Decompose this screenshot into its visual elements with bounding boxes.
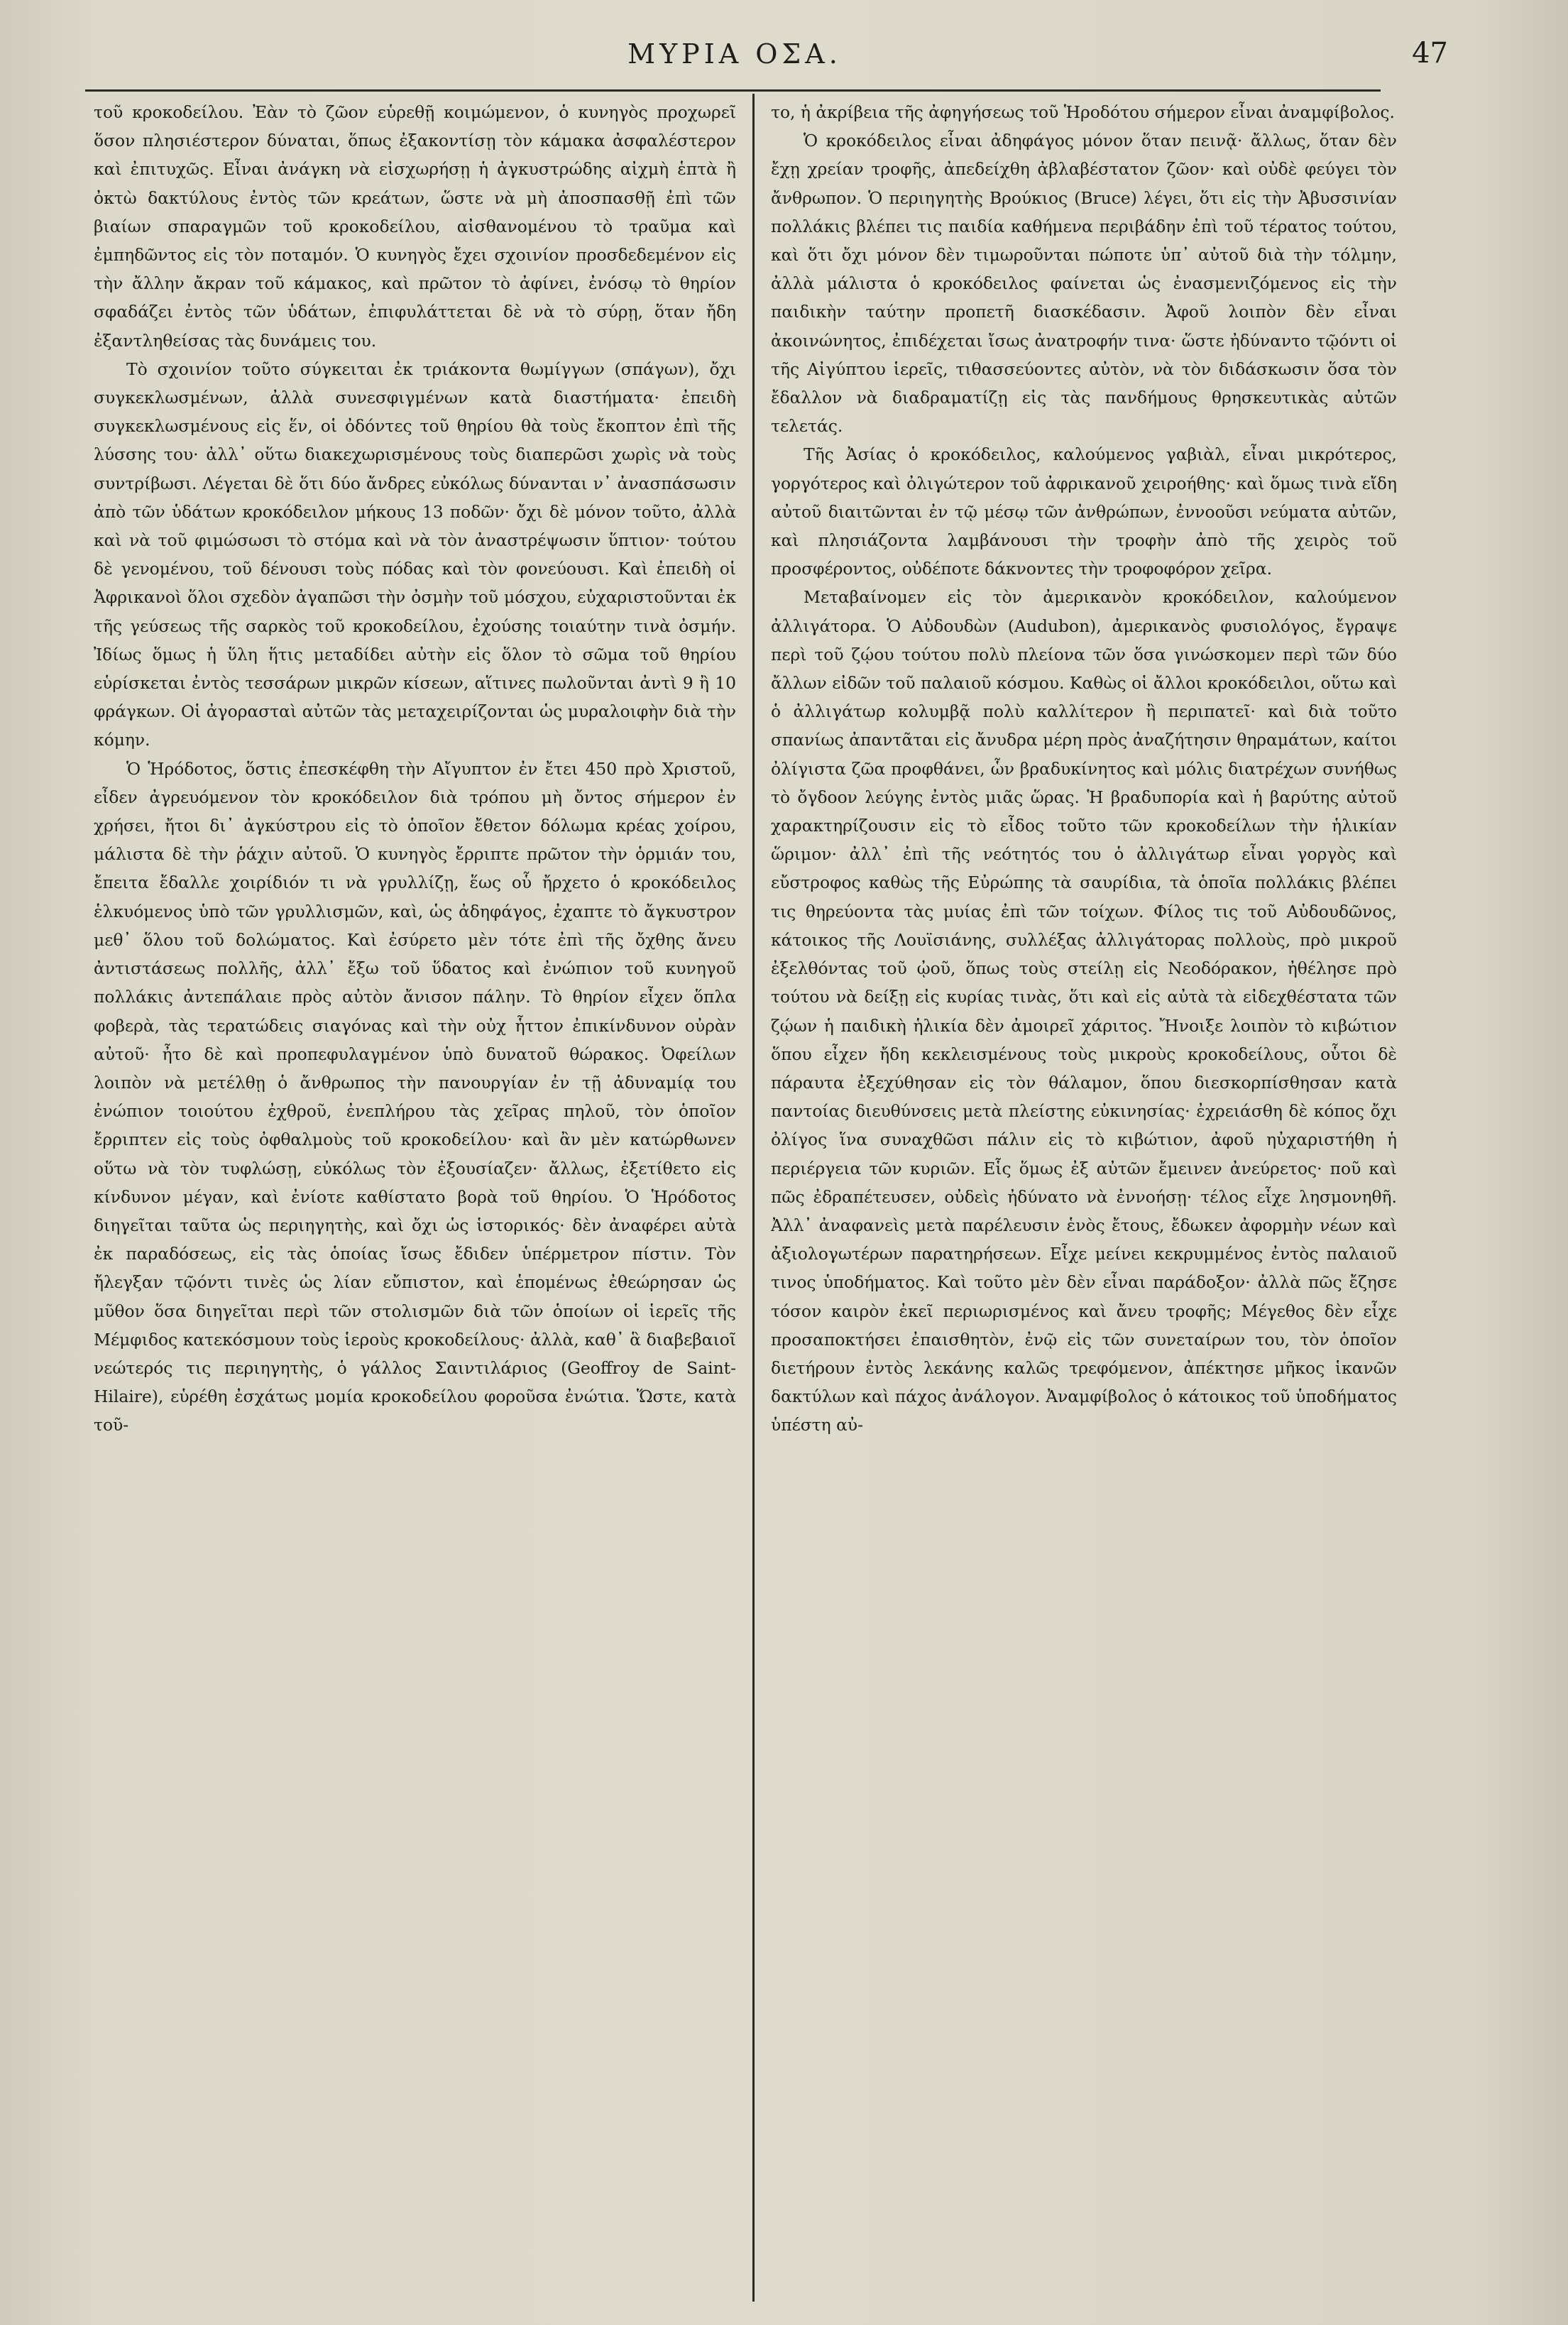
- column-divider: [752, 94, 755, 2302]
- page-header: [85, 28, 1448, 85]
- right-paragraph-4: Μεταβαίνομεν εἰς τὸν ἀμερικανὸν κροκόδειλον, καλούμενον ἀλλιγάτορα. Ὁ Αὐδουδὼν (Audubon), ἀμερικανὸς φυσιολόγος, ἔγραψε περὶ τοῦ ζῴου τούτου πολὺ πλείονα τῶν ὅσα γινώσκομεν περὶ τῶν δύο ἄλλων εἰδῶν τοῦ παλαιοῦ κόσμου. Καθὼς οἱ ἄλλοι κροκόδειλοι, οὕτω καὶ ὁ ἀλλιγάτωρ κολυμβᾷ πολὺ καλλίτερον ἢ περιπατεῖ· καὶ διὰ τοῦτο σπανίως ἀπαντᾶται εἰς ἄνυδρα μέρη πρὸς ἀναζήτησιν θηραμάτων, καίτοι ὀλίγιστα ζῶα προφθάνει, ὧν βραδυκίνητος καὶ μόλις διατρέχων συνήθως τὸ ὄγδοον λεύγης ἐντὸς μιᾶς ὥρας. Ἡ βραδυπορία καὶ ἡ βαρύτης αὐτοῦ χαρακτηρίζουσιν εἰς τὸ εἶδος τοῦτο τῶν κροκοδείλων τὴν ἡλικίαν ὥριμον· ἀλλ᾽ ἐπὶ τῆς νεότητός του ὁ ἀλλιγάτωρ εἶναι γοργὸς καὶ εὔστροφος καθὼς τῆς Εὐρώπης τὰ σαυρίδια, τὰ ὁποῖα πολλάκις βλέπει τις θηρεύοντα τὰς μυίας ἐπὶ τῶν τοίχων. Φίλος τις τοῦ Αὐδουδῶνος, κάτοικος τῆς Λουϊσιάνης, συλλέξας ἀλλιγάτορας πολλοὺς, πρὸ μικροῦ ἐξελθόντας τοῦ ᾠοῦ, ὅπως τοὺς στείλῃ εἰς Νεοδόρακον, ἠθέλησε πρὸ τούτου νὰ δείξῃ εἰς κυρίας τινὰς, ὅτι καὶ εἰς αὐτὰ τὰ εἰδεχθέστατα τῶν ζῴων ἡ παιδικὴ ἡλικία δὲν ἀμοιρεῖ χάριτος. Ἤνοιξε λοιπὸν τὸ κιβώτιον ὅπου εἶχεν ἤδη κεκλεισμένους τοὺς μικροὺς κροκοδείλους, οὗτοι δὲ πάραυτα ἐξεχύθησαν εἰς τὸν θάλαμον, ὅπου διεσκορπίσθησαν κατὰ παντοίας διευθύνσεις μετὰ πλείστης εὐκινησίας· ἐχρειάσθη δὲ κόπος ὄχι ὀλίγος ἵνα συναχθῶσι πάλιν εἰς τὸ κιβώτιον, ἀφοῦ ηὐχαριστήθη ἡ περιέργεια τῶν κυριῶν. Εἷς ὅμως ἐξ αὐτῶν ἔμεινεν ἀνεύρετος· ποῦ καὶ πῶς ἐδραπέτευσεν, οὐδεὶς ἠδύνατο νὰ ἐννοήσῃ· τέλος εἶχε λησμονηθῆ. Ἀλλ᾽ ἀναφανεὶς μετὰ παρέλευσιν ἑνὸς ἔτους, ἔδωκεν ἀφορμὴν νέων καὶ ἀξιολογωτέρων παρατηρήσεων. Εἶχε μείνει κεκρυμμένος ἐντὸς παλαιοῦ τινος ὑποδήματος. Καὶ τοῦτο μὲν δὲν εἶναι παράδοξον· ἀλλὰ πῶς ἔζησε τόσον καιρὸν ἐκεῖ περιωρισμένος καὶ ἄνευ τροφῆς; Μέγεθος δὲν εἶχε προσαποκτήσει ἐπαισθητὸν, ἐνῷ εἰς τῶν συνεταίρων του, τὸν ὁποῖον διετήρουν ἐντὸς λεκάνης καλῶς τρεφόμενον, ἀπέκτησε μῆκος ἱκανῶν δακτύλων καὶ πάχος ἀνάλογον. Ἀναμφίβολος ὁ κάτοικος τοῦ ὑποδήματος ὑπέστη αὐ-: [771, 587, 1397, 1435]
- left-paragraph-3: Ὁ Ἡρόδοτος, ὅστις ἐπεσκέφθη τὴν Αἴγυπτον ἐν ἔτει 450 πρὸ Χριστοῦ, εἶδεν ἀγρευόμενον τὸν κροκόδειλον διὰ τρόπου μὴ ὄντος σήμερον ἐν χρήσει, ἤτοι δι᾽ ἀγκύστρου εἰς τὸ ὁποῖον ἔθετον δόλωμα κρέας χοίρου, μάλιστα δὲ τὴν ῥάχιν αὐτοῦ. Ὁ κυνηγὸς ἔρριπτε πρῶτον τὴν ὁρμιάν του, ἔπειτα ἔδαλλε χοιρίδιόν τι νὰ γρυλλίζῃ, ἕως οὗ ἤρχετο ὁ κροκόδειλος ἑλκυόμενος ὑπὸ τῶν γρυλλισμῶν, καὶ, ὡς ἀδηφάγος, ἐχαπτε τὸ ἄγκυστρον μεθ᾽ ὅλου τοῦ δολώματος. Καὶ ἐσύρετο μὲν τότε ἐπὶ τῆς ὄχθης ἄνευ ἀντιστάσεως πολλῆς, ἀλλ᾽ ἔξω τοῦ ὕδατος καὶ ἐνώπιον τοῦ κυνηγοῦ πολλάκις ἀντεπάλαιε πρὸς αὐτὸν ἄνισον πάλην. Τὸ θηρίον εἶχεν ὅπλα φοβερὰ, τὰς τερατώδεις σιαγόνας καὶ τὴν οὐχ ἧττον ἐπικίνδυνον οὐρὰν αὐτοῦ· ἦτο δὲ καὶ προπεφυλαγμένον ὑπὸ δυνατοῦ θώρακος. Ὀφείλων λοιπὸν νὰ μετέλθῃ ὁ ἄνθρωπος τὴν πανουργίαν ἐν τῇ ἀδυναμίᾳ του ἐνώπιον τοιούτου ἐχθροῦ, ἐνεπλήρου τὰς χεῖρας πηλοῦ, τὸν ὁποῖον ἔρριπτεν εἰς τοὺς ὀφθαλμοὺς τοῦ κροκοδείλου· καὶ ἂν μὲν κατώρθωνεν οὕτω νὰ τὸν τυφλώσῃ, εὐκόλως τὸν ἐξουσίαζεν· ἄλλως, ἐξετίθετο εἰς κίνδυνον μέγαν, καὶ ἐνίοτε καθίστατο βορὰ τοῦ θηρίου. Ὁ Ἡρόδοτος διηγεῖται ταῦτα ὡς περιηγητὴς, καὶ ὄχι ὡς ἱστορικός· δὲν ἀναφέρει αὐτὰ ἐκ παραδόσεως, εἰς τὰς ὁποίας ἴσως ἔδιδεν ὑπέρμετρον πίστιν. Τὸν ἤλεγξαν τῷόντι τινὲς ὡς λίαν εὔπιστον, καὶ ἑπομένως ἐθεώρησαν ὡς μῦθον ὅσα διηγεῖται περὶ τῶν στολισμῶν διὰ τῶν ὁποίων οἱ ἱερεῖς τῆς Μέμφιδος κατεκόσμουν τοὺς ἱεροὺς κροκοδείλους· ἀλλὰ, καθ᾽ ἃ διαβεβαιοῖ νεώτερός τις περιηγητὴς, ὁ γάλλος Σαιντιλάριος (Geoffroy de Saint-Hilaire), εὑρέθη ἐσχάτως μομία κροκοδείλου φοροῦσα ἐνώτια. Ὥστε, κατὰ τοῦ-: [94, 758, 736, 1435]
- left-column: [94, 98, 736, 2320]
- left-paragraph-1: τοῦ κροκοδείλου. Ἐὰν τὸ ζῶον εὑρεθῇ κοιμώμενον, ὁ κυνηγὸς προχωρεῖ ὅσον πλησιέστερον δύναται, ὅπως ἐξακοντίσῃ τὸν κάμακα ἀσφαλέστερον καὶ ἐπιτυχῶς. Εἶναι ἀνάγκη νὰ εἰσχωρήσῃ ἡ ἀγκυστρώδης αἰχμὴ ἑπτὰ ἢ ὀκτὼ δακτύλους ἐντὸς τῶν κρεάτων, ὥστε νὰ μὴ ἀποσπασθῇ ἐπὶ τῶν βιαίων σπαραγμῶν τοῦ κροκοδείλου, αἰσθανομένου τὸ τραῦμα καὶ ἐμπηδῶντος εἰς τὸν ποταμόν. Ὁ κυνηγὸς ἔχει σχοινίον προσδεδεμένον εἰς τὴν ἄλλην ἄκραν τοῦ κάμακος, καὶ πρῶτον τὸ ἀφίνει, ἐνόσῳ τὸ θηρίον σφαδάζει ἐντὸς τῶν ὑδάτων, ἐπιφυλάττεται δὲ νὰ τὸ σύρῃ, ὅταν ἤδη ἐξαντληθείσας τὰς δυνάμεις του.: [94, 102, 736, 351]
- header-rule: [85, 89, 1381, 92]
- right-paragraph-1: το, ἡ ἀκρίβεια τῆς ἀφηγήσεως τοῦ Ἡροδότου σήμερον εἶναι ἀναμφίβολος.: [771, 102, 1395, 122]
- right-column: [771, 98, 1397, 2320]
- page-number: 47: [1412, 37, 1448, 70]
- right-paragraph-2: Ὁ κροκόδειλος εἶναι ἀδηφάγος μόνον ὅταν πεινᾷ· ἄλλως, ὅταν δὲν ἔχῃ χρείαν τροφῆς, ἀπεδείχθη ἀβλαβέστατον ζῶον· καὶ οὐδὲ φεύγει τὸν ἄνθρωπον. Ὁ περιηγητὴς Βρούκιος (Bruce) λέγει, ὅτι εἰς τὴν Ἀβυσσινίαν πολλάκις βλέπει τις παιδία καθήμενα περιβάδην ἐπὶ τοῦ τέρατος τούτου, καὶ ὅτι ὄχι μόνον δὲν τιμωροῦνται πώποτε ὑπ᾽ αὐτοῦ διὰ τὴν τόλμην, ἀλλὰ μάλιστα ὁ κροκόδειλος φαίνεται ὡς ἐνασμενιζόμενος εἰς τὴν παιδικὴν ταύτην προπετῆ διασκέδασιν. Ἀφοῦ λοιπὸν δὲν εἶναι ἀκοινώνητος, ἐπιδέχεται ἴσως ἀνατροφήν τινα· ὥστε ἠδύναντο τῷόντι οἱ τῆς Αἰγύπτου ἱερεῖς, τιθασσεύοντες αὐτὸν, νὰ τὸν διδάσκωσιν ὅσα τὸν ἔδαλλον νὰ διαδραματίζῃ εἰς τὰς πανδήμους θρησκευτικὰς αὐτῶν τελετάς.: [771, 131, 1397, 437]
- right-paragraph-3: Τῆς Ἀσίας ὁ κροκόδειλος, καλούμενος γαβιὰλ, εἶναι μικρότερος, γοργότερος καὶ ὀλιγώτερον τοῦ ἀφρικανοῦ χειροήθης· καὶ ὅμως τινὰ εἴδη αὐτοῦ διαιτῶνται ἐν τῷ μέσῳ τῶν ἀνθρώπων, ἐννοοῦσι νεύματα αὐτῶν, καὶ πλησιάζοντα λαμβάνουσι τὴν τροφὴν ἀπὸ τῆς χειρὸς τοῦ προσφέροντος, οὐδέποτε δάκνοντες τὴν τροφοφόρον χεῖρα.: [771, 444, 1397, 579]
- left-paragraph-2: Τὸ σχοινίον τοῦτο σύγκειται ἐκ τριάκοντα θωμίγγων (σπάγων), ὄχι συγκεκλωσμένων, ἀλλὰ συνεσφιγμένων κατὰ διαστήματα· ἐπειδὴ συγκεκλωσμένους εἰς ἕν, οἱ ὀδόντες τοῦ θηρίου θὰ τοὺς ἔκοπτον ἐπὶ τῆς λύσσης του· ἀλλ᾽ οὕτω διακεχωρισμένους τοὺς διαπερῶσι χωρὶς νὰ τοὺς συντρίβωσι. Λέγεται δὲ ὅτι δύο ἄνδρες εὐκόλως δύνανται ν᾽ ἀνασπάσωσιν ἀπὸ τῶν ὑδάτων κροκόδειλον μήκους 13 ποδῶν· ὄχι δὲ μόνον τοῦτο, ἀλλὰ καὶ νὰ τοῦ φιμώσωσι τὸ στόμα καὶ νὰ τὸν ἀναστρέψωσιν ὕπτιον· τούτου δὲ γενομένου, τοῦ δένουσι τοὺς πόδας καὶ τὸν φονεύουσι. Καὶ ἐπειδὴ οἱ Ἀφρικανοὶ ὅλοι σχεδὸν ἀγαπῶσι τὴν ὀσμὴν τοῦ μόσχου, εὐχαριστοῦνται ἐκ τῆς γεύσεως τῆς σαρκὸς τοῦ κροκοδείλου, ἐχούσης τοιαύτην τινὰ ὀσμήν. Ἰδίως ὅμως ἡ ὕλη ἥτις μεταδίδει αὐτὴν εἰς ὅλον τὸ σῶμα τοῦ θηρίου εὑρίσκεται ἐντὸς τεσσάρων μικρῶν κίσεων, αἵτινες πωλοῦνται ἀντὶ 9 ἢ 10 φράγκων. Οἱ ἀγορασταὶ αὐτῶν τὰς μεταχειρίζονται ὡς μυραλοιφὴν διὰ τὴν κόμην.: [94, 359, 736, 750]
- running-title: ΜΥΡΙΑ ΟΣΑ.: [627, 38, 842, 70]
